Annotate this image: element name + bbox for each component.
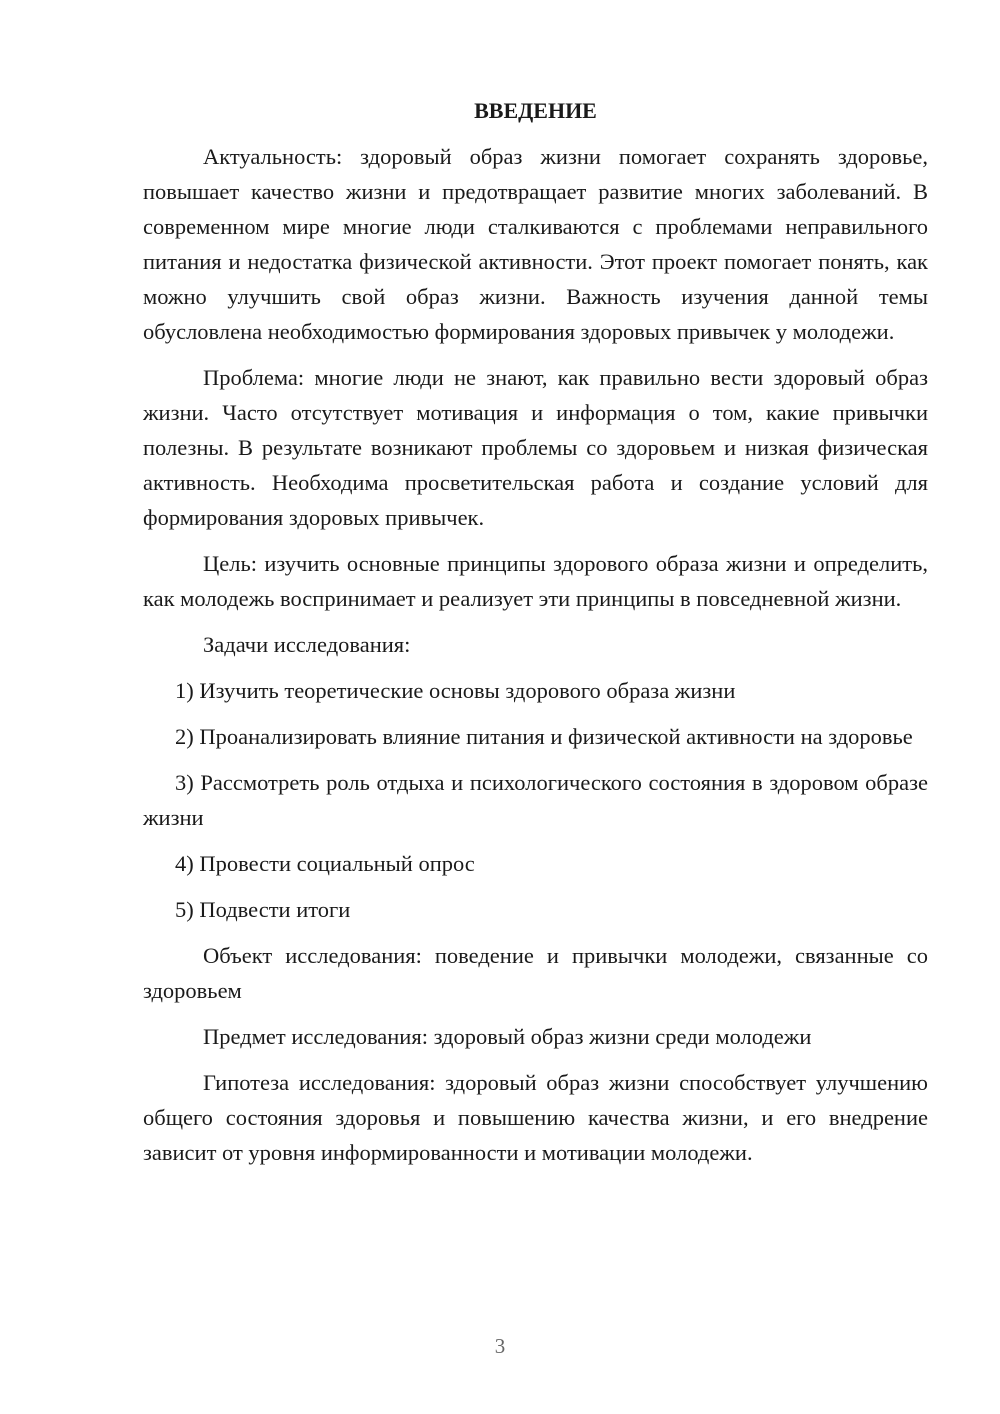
task-item-1: 1) Изучить теоретические основы здорового образа жизни [175, 678, 736, 703]
task-item-3: 3) Рассмотреть роль отдыха и психологического состояния в здоровом образе жизни [143, 770, 928, 830]
paragraph-object: Объект исследования: поведение и привычки молодежи, связанные со здоровьем [143, 943, 928, 1003]
tasks-heading: Задачи исследования: [203, 632, 411, 657]
task-item-2: 2) Проанализировать влияние питания и физической активности на здоровье [175, 724, 913, 749]
paragraph-goal: Цель: изучить основные принципы здорового образа жизни и определить, как молодежь воспринимает и реализует эти принципы в повседневной жизни. [143, 551, 928, 611]
paragraph-subject: Предмет исследования: здоровый образ жизни среди молодежи [203, 1024, 812, 1049]
paragraph-hypothesis: Гипотеза исследования: здоровый образ жизни способствует улучшению общего состояния здоровья и повышению качества жизни, и его внедрение зависит от уровня информированности и мотивации молодежи. [143, 1070, 928, 1165]
paragraph-problem: Проблема: многие люди не знают, как правильно вести здоровый образ жизни. Часто отсутствует мотивация и информация о том, какие привычки полезны. В результате возникают проблемы со здоровьем и низкая физическая активность. Необходима просветительская работа и создание условий для формирования здоровых привычек. [143, 365, 928, 530]
page-content [143, 93, 928, 1181]
page-number: 3 [494, 1334, 506, 1358]
paragraph-relevance: Актуальность: здоровый образ жизни помогает сохранять здоровье, повышает качество жизни и предотвращает развитие многих заболеваний. В современном мире многие люди сталкиваются с проблемами неправильного питания и недостатка физической активности. Этот проект помогает понять, как можно улучшить свой образ жизни. Важность изучения данной темы обусловлена необходимостью формирования здоровых привычек у молодежи. [143, 144, 928, 344]
task-item-4: 4) Провести социальный опрос [175, 851, 475, 876]
task-item-5: 5) Подвести итоги [175, 897, 351, 922]
page-title: ВВЕДЕНИЕ [474, 98, 597, 123]
